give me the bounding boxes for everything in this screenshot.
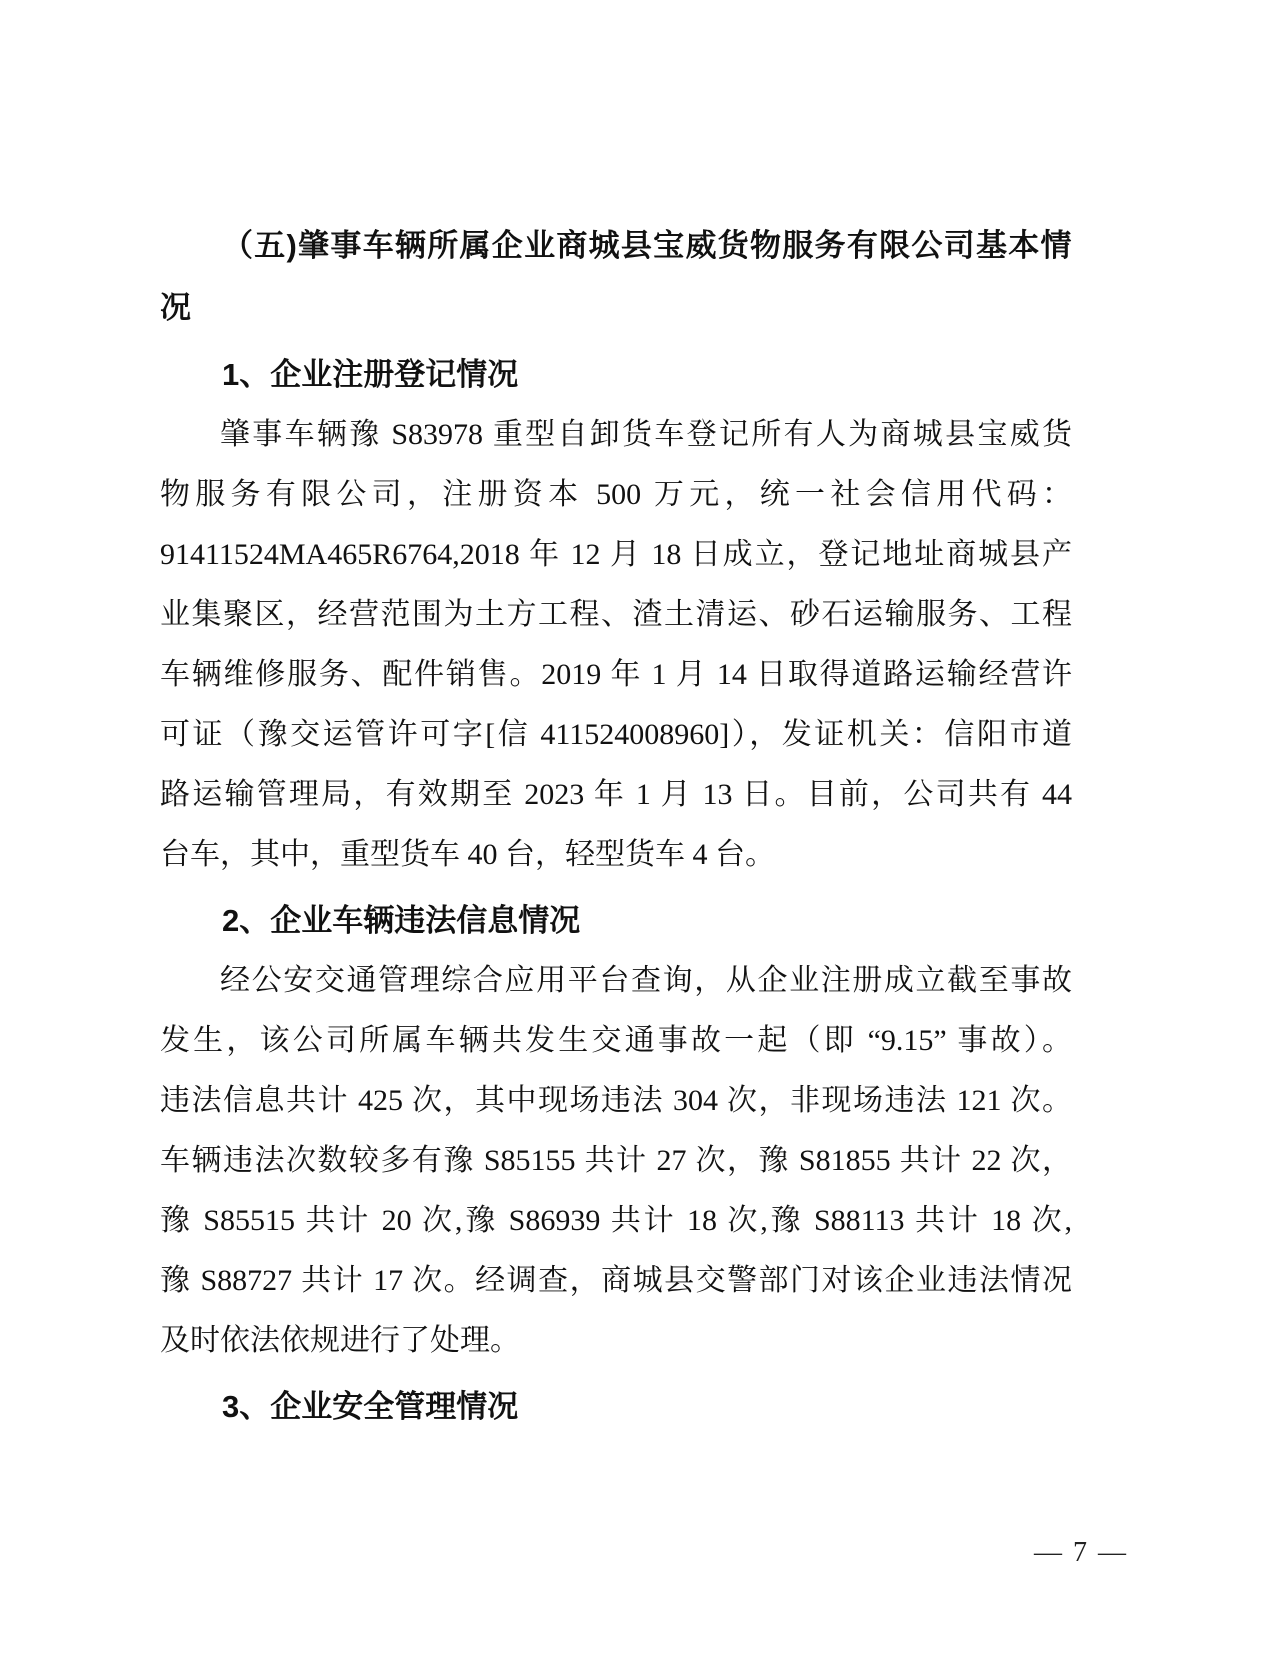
text-line: 业集聚区，经营范围为土方工程、渣土清运、砂石运输服务、工程: [160, 598, 1072, 631]
document-heading: [160, 215, 1072, 339]
text-line: 违法信息共计 425 次，其中现场违法 304 次，非现场违法 121 次。: [160, 1084, 1072, 1117]
text-line: 发生，该公司所属车辆共发生交通事故一起（即 “9.15” 事故）。: [160, 1024, 1072, 1057]
text-line: 肇事车辆豫 S83978 重型自卸货车登记所有人为商城县宝威货: [220, 418, 1072, 451]
text-line: 车辆违法次数较多有豫 S85155 共计 27 次，豫 S81855 共计 22 次，: [160, 1144, 1072, 1177]
document-section: [160, 891, 1072, 1371]
text-line: 可证（豫交运管许可字[信 411524008960]），发证机关：信阳市道: [160, 718, 1072, 751]
text-line: 台车，其中，重型货车 40 台，轻型货车 4 台。: [160, 838, 775, 871]
text-line: 经公安交通管理综合应用平台查询，从企业注册成立截至事故: [220, 964, 1072, 997]
text-line: 路运输管理局，有效期至 2023 年 1 月 13 日。目前，公司共有 44: [160, 778, 1072, 811]
document-sections: [160, 345, 1072, 1437]
page-number: — 7 —: [1034, 1537, 1128, 1568]
section-title: 3、企业安全管理情况: [222, 1389, 519, 1424]
text-line: 物服务有限公司，注册资本 500 万元，统一社会信用代码：: [160, 478, 1072, 511]
document-section: [160, 1377, 1072, 1437]
document-section: [160, 345, 1072, 885]
heading-line: （五)肇事车辆所属企业商城县宝威货物服务有限公司基本情: [222, 228, 1072, 263]
heading-line: 况: [160, 290, 192, 325]
text-line: 车辆维修服务、配件销售。2019 年 1 月 14 日取得道路运输经营许: [160, 658, 1072, 691]
text-line: 91411524MA465R6764,2018 年 12 月 18 日成立，登记地址商城县产: [160, 538, 1072, 571]
text-line: 豫 S85515 共计 20 次,豫 S86939 共计 18 次,豫 S88113 共计 18 次,: [160, 1204, 1072, 1237]
section-title: 2、企业车辆违法信息情况: [222, 903, 581, 938]
section-title: 1、企业注册登记情况: [222, 357, 519, 392]
text-line: 豫 S88727 共计 17 次。经调查，商城县交警部门对该企业违法情况: [160, 1264, 1072, 1297]
text-line: 及时依法依规进行了处理。: [160, 1324, 520, 1357]
